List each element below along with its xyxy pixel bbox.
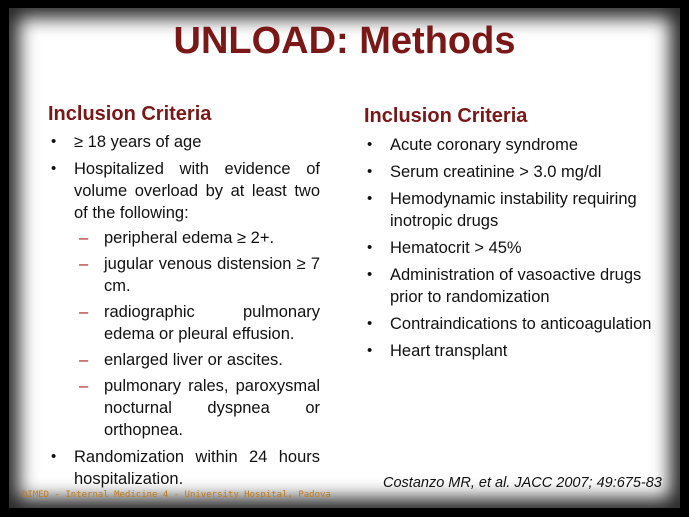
- slide-title: UNLOAD: Methods: [173, 20, 516, 62]
- list-item: [364, 134, 654, 156]
- list-item-text: Heart transplant: [390, 342, 508, 360]
- list-item-text: Randomization within 24 hours hospitalization.: [74, 448, 320, 488]
- list-item: [364, 340, 654, 362]
- list-item-text: Hospitalized with evidence of volume overload by at least two of the following:: [74, 160, 320, 222]
- bullet-icon: •: [367, 239, 373, 256]
- dash-icon: –: [79, 255, 89, 273]
- list-item-text: Hemodynamic instability requiring inotropic drugs: [390, 190, 637, 230]
- list-item-text: Acute coronary syndrome: [390, 136, 579, 154]
- sub-list-item: [74, 227, 320, 249]
- list-item-text: ≥ 18 years of age: [74, 133, 202, 151]
- list-item-text: Contraindications to anticoagulation: [390, 315, 652, 333]
- list-item-text: Administration of vasoactive drugs prior to randomization: [390, 266, 642, 306]
- left-criteria-list: [48, 131, 320, 495]
- bullet-icon: •: [367, 190, 373, 207]
- bullet-icon: •: [367, 266, 373, 283]
- dash-icon: –: [79, 229, 89, 247]
- bullet-icon: •: [51, 133, 57, 150]
- list-item: [364, 264, 654, 308]
- sub-list-item-text: peripheral edema ≥ 2+.: [104, 229, 275, 247]
- sub-list-item-text: jugular venous distension ≥ 7 cm.: [104, 255, 320, 295]
- footer-institution: DIMED - Internal Medicine 4 - University Hospital, Padova: [22, 490, 331, 500]
- left-column-heading: Inclusion Criteria: [48, 103, 212, 125]
- bullet-icon: •: [51, 160, 57, 177]
- list-item: [48, 158, 320, 441]
- right-criteria-list: [364, 134, 654, 367]
- right-column-heading: Inclusion Criteria: [364, 105, 528, 127]
- list-item: [48, 131, 320, 153]
- list-item: [364, 313, 654, 335]
- list-item: [364, 161, 654, 183]
- bullet-icon: •: [367, 163, 373, 180]
- sub-criteria-list: [74, 227, 320, 441]
- bullet-icon: •: [367, 315, 373, 332]
- sub-list-item-text: pulmonary rales, paroxysmal nocturnal dyspnea or orthopnea.: [104, 377, 320, 439]
- list-item-text: Hematocrit > 45%: [390, 239, 522, 257]
- bullet-icon: •: [367, 342, 373, 359]
- citation: Costanzo MR, et al. JACC 2007; 49:675-83: [383, 475, 662, 491]
- list-item-text: Serum creatinine > 3.0 mg/dl: [390, 163, 602, 181]
- list-item: [364, 237, 654, 259]
- dash-icon: –: [79, 351, 89, 369]
- sub-list-item: [74, 349, 320, 371]
- sub-list-item: [74, 375, 320, 441]
- list-item: [364, 188, 654, 232]
- sub-list-item-text: enlarged liver or ascites.: [104, 351, 283, 369]
- sub-list-item-text: radiographic pulmonary edema or pleural effusion.: [104, 303, 320, 343]
- bullet-icon: •: [51, 448, 57, 465]
- dash-icon: –: [79, 377, 89, 395]
- sub-list-item: [74, 301, 320, 345]
- dash-icon: –: [79, 303, 89, 321]
- bullet-icon: •: [367, 136, 373, 153]
- sub-list-item: [74, 253, 320, 297]
- list-item: [48, 446, 320, 490]
